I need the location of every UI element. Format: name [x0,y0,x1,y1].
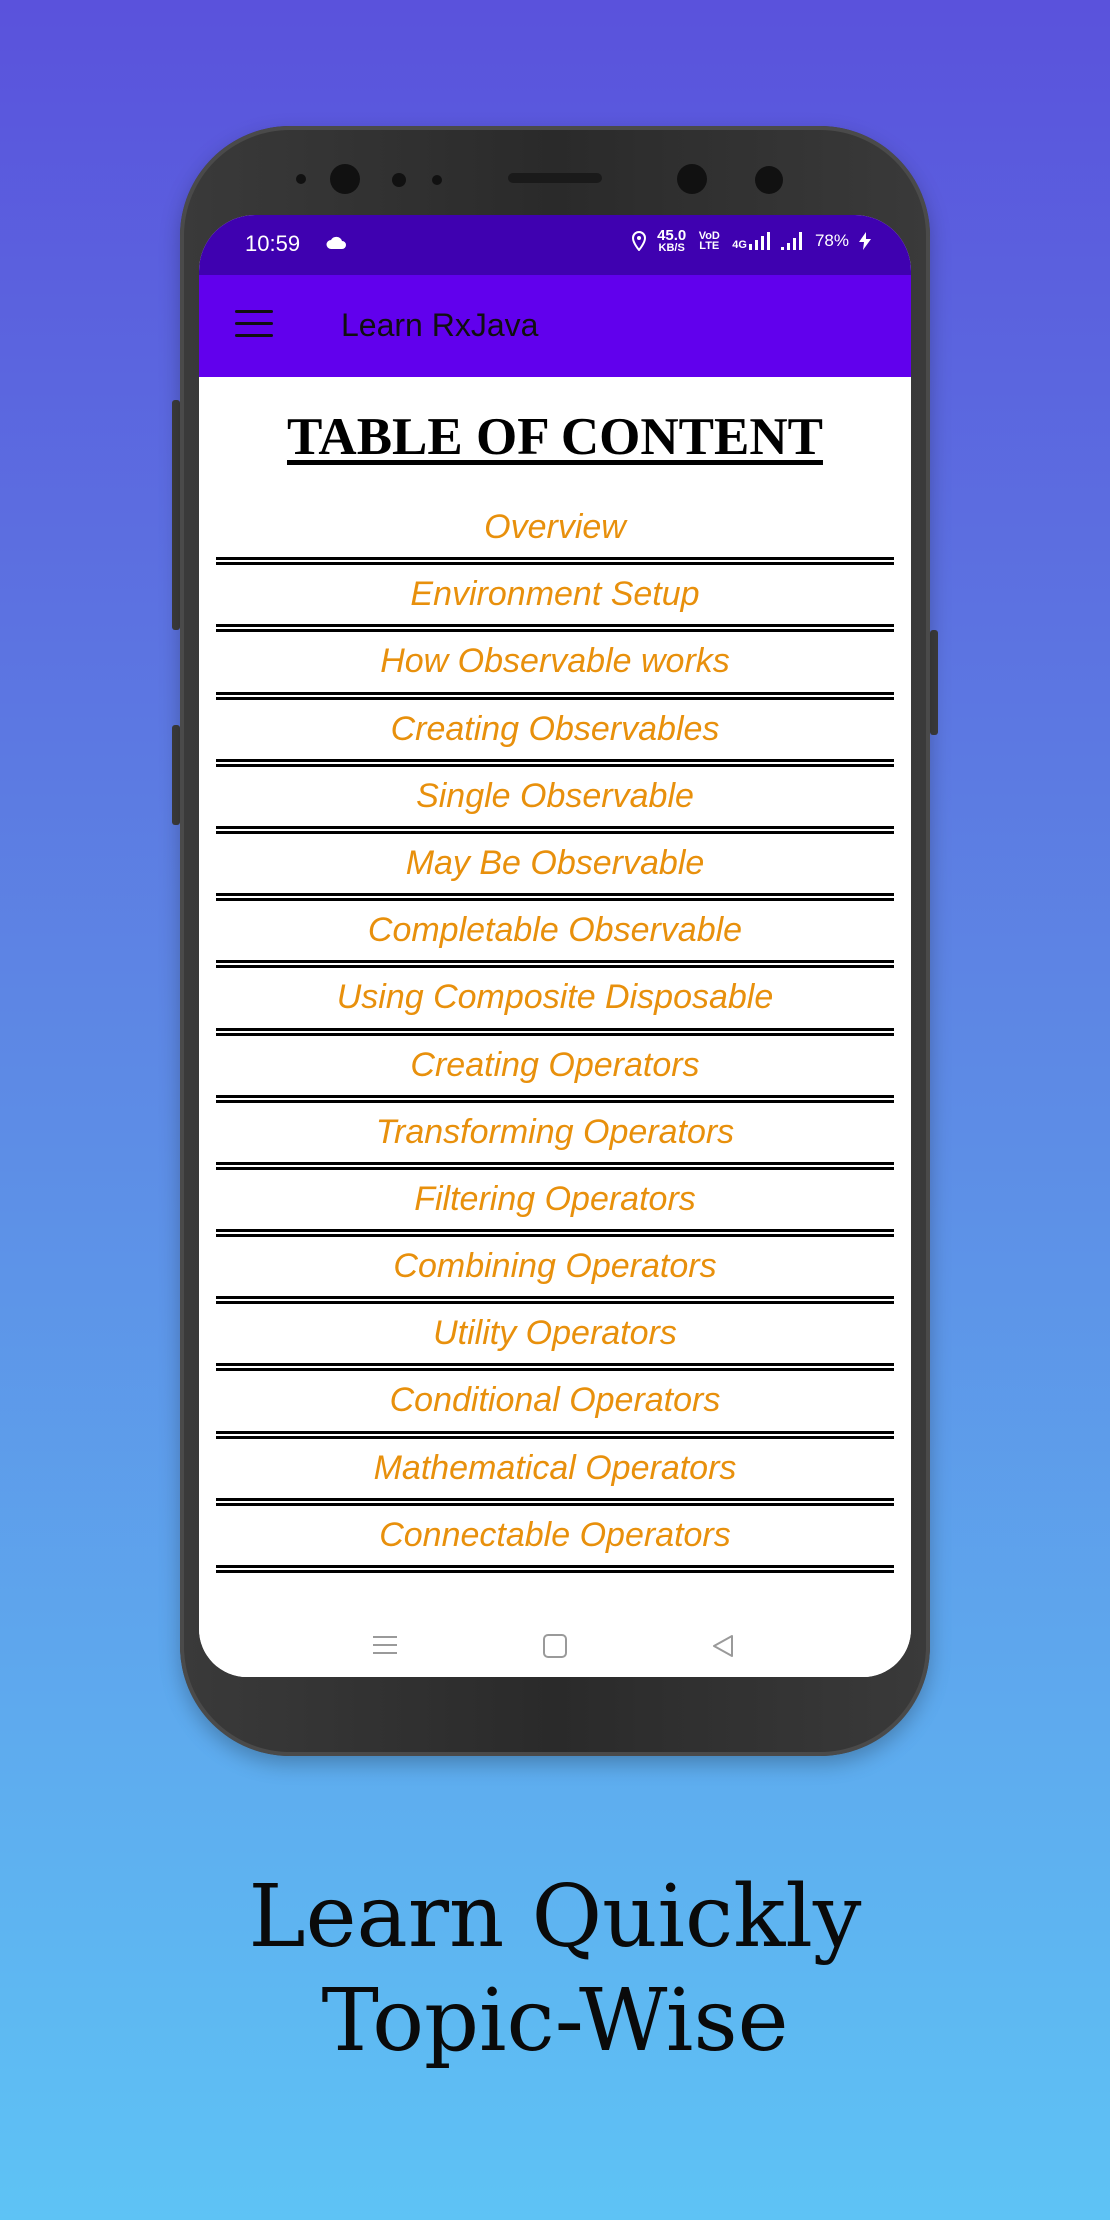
charging-bolt-icon [859,232,871,250]
toc-item[interactable] [216,632,894,699]
tagline-line-2: Topic-Wise [321,1971,789,2071]
toc-list [216,498,894,1573]
toc-link-connectable-operators[interactable]: Connectable Operators [379,1515,731,1554]
toc-item[interactable] [216,1439,894,1506]
toc-link-creating-operators[interactable]: Creating Operators [410,1045,700,1084]
toc-item[interactable] [216,968,894,1035]
toc-link-using-composite-disposable[interactable]: Using Composite Disposable [336,978,774,1017]
promo-tagline [0,1865,1110,2073]
toc-link-completable-observable[interactable]: Completable Observable [367,911,743,950]
toc-divider [216,624,894,632]
app-bar [199,275,911,377]
toc-item[interactable] [216,498,894,565]
toc-divider [216,1028,894,1036]
toc-divider [216,1363,894,1371]
toc-item[interactable] [216,1237,894,1304]
toc-link-overview[interactable]: Overview [484,508,626,546]
phone-volume-button [172,400,180,630]
sensor-dot [392,173,406,187]
signal-icon [781,232,805,250]
toc-item[interactable] [216,1304,894,1371]
sensor-dot [432,175,442,185]
toc-link-filtering-operators[interactable]: Filtering Operators [414,1179,696,1218]
toc-divider [216,1498,894,1506]
toc-divider [216,893,894,901]
toc-item[interactable] [216,901,894,968]
toc-divider [216,826,894,834]
toc-divider [216,1296,894,1304]
toc-link-mathematical-operators[interactable]: Mathematical Operators [373,1448,737,1487]
toc-divider [216,1095,894,1103]
toc-divider [216,1162,894,1170]
location-icon [631,231,647,251]
toc-item[interactable] [216,834,894,901]
front-camera [677,164,707,194]
toc-link-creating-observables[interactable]: Creating Observables [390,709,720,748]
hamburger-menu-icon[interactable] [235,310,273,340]
cloud-icon [325,235,347,251]
status-time: 10:59 [245,231,301,256]
toc-link-environment-setup[interactable]: Environment Setup [410,575,700,614]
toc-item[interactable] [216,767,894,834]
volte-indicator: VoD LTE [698,230,720,252]
toc-link-conditional-operators[interactable]: Conditional Operators [389,1381,721,1420]
tagline-line-1: Learn Quickly [248,1867,862,1967]
toc-divider [216,1431,894,1439]
toc-item[interactable] [216,700,894,767]
status-bar [199,215,911,275]
toc-divider [216,692,894,700]
toc-divider [216,1565,894,1573]
front-camera [755,166,783,194]
toc-item[interactable] [216,1506,894,1573]
battery-level: 78% [814,231,849,250]
recents-menu-icon[interactable] [372,1633,398,1657]
toc-link-how-observable-works[interactable]: How Observable works [380,642,730,681]
toc-link-transforming-operators[interactable]: Transforming Operators [375,1112,735,1151]
back-triangle-icon[interactable] [710,1633,736,1659]
system-navigation-bar [199,1615,911,1677]
phone-power-button [930,630,938,735]
network-speed: 45.0 KB/S [657,227,687,254]
toc-divider [216,759,894,767]
phone-screen [199,215,911,1677]
toc-divider [216,557,894,565]
toc-item[interactable] [216,565,894,632]
toc-item[interactable] [216,1371,894,1438]
phone-side-button [172,725,180,825]
toc-link-combining-operators[interactable]: Combining Operators [393,1247,717,1286]
toc-item[interactable] [216,1103,894,1170]
earpiece-speaker [508,173,602,183]
toc-link-single-observable[interactable]: Single Observable [416,776,694,815]
app-title: Learn RxJava [341,307,539,343]
toc-content [199,377,911,1615]
sensor-dot [296,174,306,184]
toc-divider [216,960,894,968]
toc-heading: TABLE OF CONTENT [287,408,823,466]
signal-icon [749,232,771,250]
toc-link-may-be-observable[interactable]: May Be Observable [405,843,705,882]
toc-link-utility-operators[interactable]: Utility Operators [433,1314,677,1353]
toc-divider [216,1229,894,1237]
signal-4g-indicator: 4G [732,232,771,250]
front-camera [330,164,360,194]
toc-item[interactable] [216,1036,894,1103]
toc-item[interactable] [216,1170,894,1237]
home-square-icon[interactable] [542,1633,568,1659]
